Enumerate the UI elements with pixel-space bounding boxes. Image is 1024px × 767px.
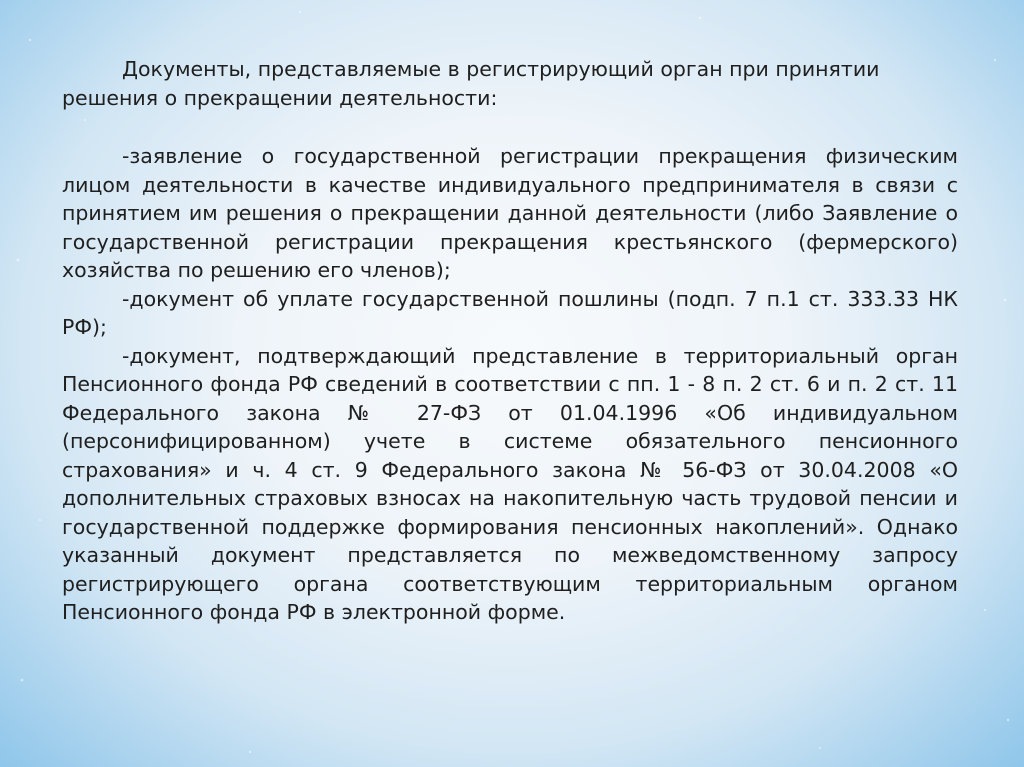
paragraph-spacer	[62, 112, 958, 142]
list-item: -документ, подтверждающий представление в территориальный орган Пенсионного фонда РФ сведений в соответствии с пп. 1 - 8 п. 2 ст. 6 и п. 2 ст. 11 Федерального закона № 27-ФЗ от 01.04.1996 «Об индивидуальном (персонифицированном) учете в системе обязательного пенсионного страхования» и ч. 4 ст. 9 Федерального закона № 56-ФЗ от 30.04.2008 «О дополнительных страховых взносах на накопительную часть трудовой пенсии и государственной поддержке формирования пенсионных накоплений». Однако указанный документ представляется по межведомственному запросу регистрирующего органа соответствующим территориальным органом Пенсионного фонда РФ в электронной форме.	[62, 343, 958, 624]
list-item: -документ об уплате государственной пошлины (подп. 7 п.1 ст. 333.33 НК РФ);	[62, 286, 958, 339]
document-text	[62, 55, 958, 627]
list-item: -заявление о государственной регистрации прекращения физическим лицом деятельности в качестве индивидуального предпринимателя в связи с принятием им решения о прекращении данной деятельности (либо Заявление о государственной регистрации прекращения крестьянского (фермерского) хозяйства по решению его членов);	[62, 144, 958, 282]
document-heading: Документы, представляемые в регистрирующий орган при принятии решения о прекращении деятельности:	[62, 57, 880, 110]
